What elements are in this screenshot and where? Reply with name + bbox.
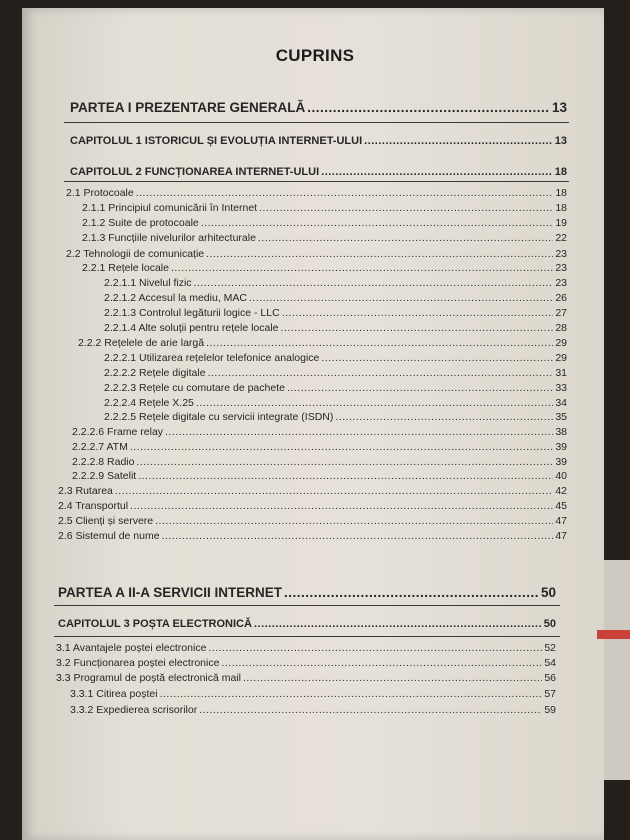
toc-entry[interactable]: 3.1 Avantajele poștei electronice ..... 52 bbox=[56, 642, 556, 654]
toc-entry[interactable]: 2.2.2.9 Satelit ..... 40 bbox=[72, 470, 567, 482]
toc-entry[interactable]: 2.1 Protocoale ..... 18 bbox=[66, 187, 567, 199]
toc-entry[interactable]: 3.2 Funcționarea poștei electronice ..... 54 bbox=[56, 657, 556, 669]
toc-entry[interactable]: 2.2.1.1 Nivelul fizic ..... 23 bbox=[104, 277, 567, 289]
toc-entry[interactable]: 2.2.2.1 Utilizarea rețelelor telefonice analogice ..... 29 bbox=[104, 352, 567, 364]
toc-entry[interactable]: 2.1.2 Suite de protocoale ..... 19 bbox=[82, 217, 567, 229]
toc-entry[interactable]: 2.2.2.6 Frame relay ..... 38 bbox=[72, 426, 567, 438]
toc-entry[interactable]: 2.3 Rutarea ..... 42 bbox=[58, 485, 567, 497]
toc-entry[interactable]: 2.2.2.7 ATM ..... 39 bbox=[72, 441, 567, 453]
toc-entry[interactable]: 3.3.2 Expedierea scrisorilor ..... 59 bbox=[70, 704, 556, 716]
toc-entry[interactable]: 2.1.1 Principiul comunicării în Internet ..... 18 bbox=[82, 202, 567, 214]
toc-entry[interactable]: CAPITOLUL 2 FUNCȚIONAREA INTERNET-ULUI ..... 18 bbox=[70, 166, 567, 178]
toc-entry[interactable]: 3.3 Programul de poștă electronică mail ..... 56 bbox=[56, 672, 556, 684]
toc-entry[interactable]: 2.2.1.3 Controlul legăturii logice - LLC ..... 27 bbox=[104, 307, 567, 319]
toc-title: CUPRINS bbox=[275, 46, 355, 65]
divider bbox=[54, 605, 560, 606]
toc-entry[interactable]: 2.2.2.5 Rețele digitale cu servicii integrate (ISDN) ..... 35 bbox=[104, 411, 567, 423]
toc-entry[interactable]: 2.2.2.8 Radio ..... 39 bbox=[72, 456, 567, 468]
toc-entry[interactable]: 2.2.1 Rețele locale ..... 23 bbox=[82, 262, 567, 274]
toc-entry[interactable]: PARTEA I PREZENTARE GENERALĂ ..... 13 bbox=[70, 100, 567, 115]
toc-entry[interactable]: 2.6 Sistemul de nume ..... 47 bbox=[58, 530, 567, 542]
toc-entry[interactable]: PARTEA A II-A SERVICII INTERNET ..... 50 bbox=[58, 585, 556, 600]
toc-entry[interactable]: 2.2.2.2 Rețele digitale ..... 31 bbox=[104, 367, 567, 379]
toc-entry[interactable]: 2.2.1.2 Accesul la mediu, MAC ..... 26 bbox=[104, 292, 567, 304]
toc-entry[interactable]: 2.1.3 Funcțiile nivelurilor arhitecturale ..... 22 bbox=[82, 232, 567, 244]
toc-entry[interactable]: 2.2 Tehnologii de comunicație ..... 23 bbox=[66, 248, 567, 260]
divider bbox=[54, 636, 560, 637]
toc-entry[interactable]: CAPITOLUL 1 ISTORICUL ȘI EVOLUȚIA INTERNET-ULUI ..... 13 bbox=[70, 135, 567, 147]
toc-entry[interactable]: 2.2.2.3 Rețele cu comutare de pachete ..... 33 bbox=[104, 382, 567, 394]
divider bbox=[64, 122, 569, 123]
toc-entry[interactable]: 3.3.1 Citirea poștei ..... 57 bbox=[70, 688, 556, 700]
toc-entry[interactable]: 2.2.2 Rețelele de arie largă ..... 29 bbox=[78, 337, 567, 349]
toc-entry[interactable]: CAPITOLUL 3 POȘTA ELECTRONICĂ ..... 50 bbox=[58, 618, 556, 630]
toc-entry[interactable]: 2.4 Transportul ..... 45 bbox=[58, 500, 567, 512]
toc-entry[interactable]: 2.2.2.4 Rețele X.25 ..... 34 bbox=[104, 397, 567, 409]
divider bbox=[64, 181, 569, 182]
toc-entry[interactable]: 2.5 Clienți și servere ..... 47 bbox=[58, 515, 567, 527]
toc-entry[interactable]: 2.2.1.4 Alte soluții pentru rețele locale ..... 28 bbox=[104, 322, 567, 334]
